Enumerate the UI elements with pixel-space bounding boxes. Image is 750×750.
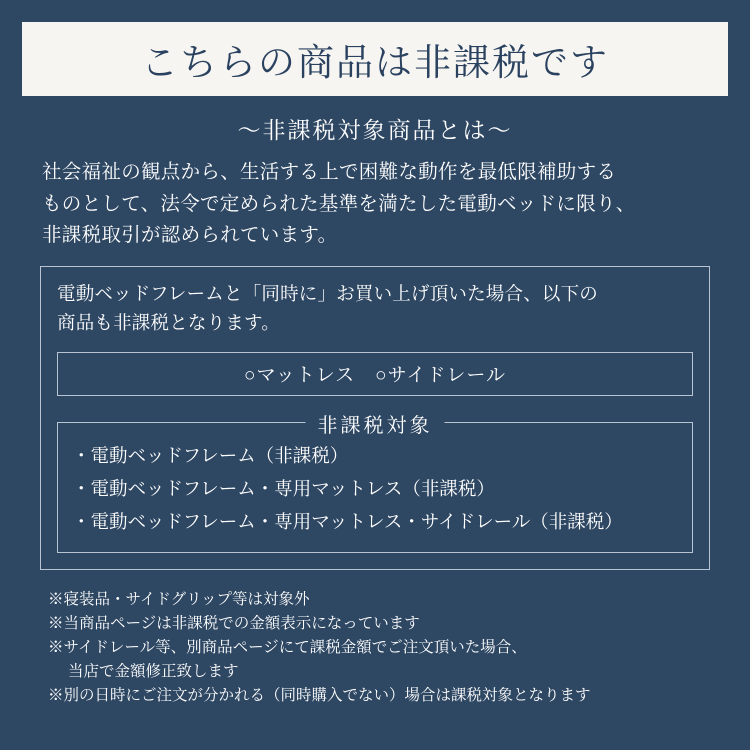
footnote-line: ※サイドレール等、別商品ページにて課税金額でご注文頂いた場合、 xyxy=(48,638,527,656)
tax-free-target-fieldset xyxy=(57,414,693,553)
list-item: ・電動ベッドフレーム（非課税） xyxy=(72,446,349,467)
fieldset-legend: 非課税対象 xyxy=(306,409,445,438)
box-lead-line-1: 電動ベッドフレームと「同時に」お買い上げ頂いた場合、以下の xyxy=(57,284,599,305)
section-subheading: 〜非課税対象商品とは〜 xyxy=(237,118,513,143)
title-band xyxy=(22,22,728,96)
box-lead-text xyxy=(57,281,693,340)
box-lead-line-2: 商品も非課税となります。 xyxy=(57,314,280,335)
list-item: ・電動ベッドフレーム・専用マットレス・サイドレール（非課税） xyxy=(72,512,623,533)
footnote-line: 当店で金額修正致します xyxy=(68,662,239,680)
intro-paragraph xyxy=(22,157,728,252)
intro-line-3: 非課税取引が認められています。 xyxy=(42,225,338,247)
footnote-line: ※別の日時にご注文が分かれる（同時購入でない）場合は課税対象となります xyxy=(48,686,591,704)
intro-line-1: 社会福祉の観点から、生活する上で困難な動作を最低限補助する xyxy=(42,162,617,183)
eligible-products-pill xyxy=(57,352,693,396)
footnotes xyxy=(22,570,728,708)
content-panel xyxy=(22,22,728,728)
page-title: こちらの商品は非課税です xyxy=(141,43,609,84)
list-item: ・電動ベッドフレーム・専用マットレス（非課税） xyxy=(72,479,495,500)
tax-free-item-list xyxy=(72,441,678,540)
footnote-line: ※寝装品・サイドグリップ等は対象外 xyxy=(48,590,310,608)
intro-line-2: ものとして、法令で定められた基準を満たした電動ベッドに限り、 xyxy=(42,193,636,215)
eligible-products-text: ○マットレス ○サイドレール xyxy=(244,365,506,387)
tax-free-box xyxy=(40,266,710,570)
footnote-line: ※当商品ページは非課税での金額表示になっています xyxy=(48,614,420,632)
